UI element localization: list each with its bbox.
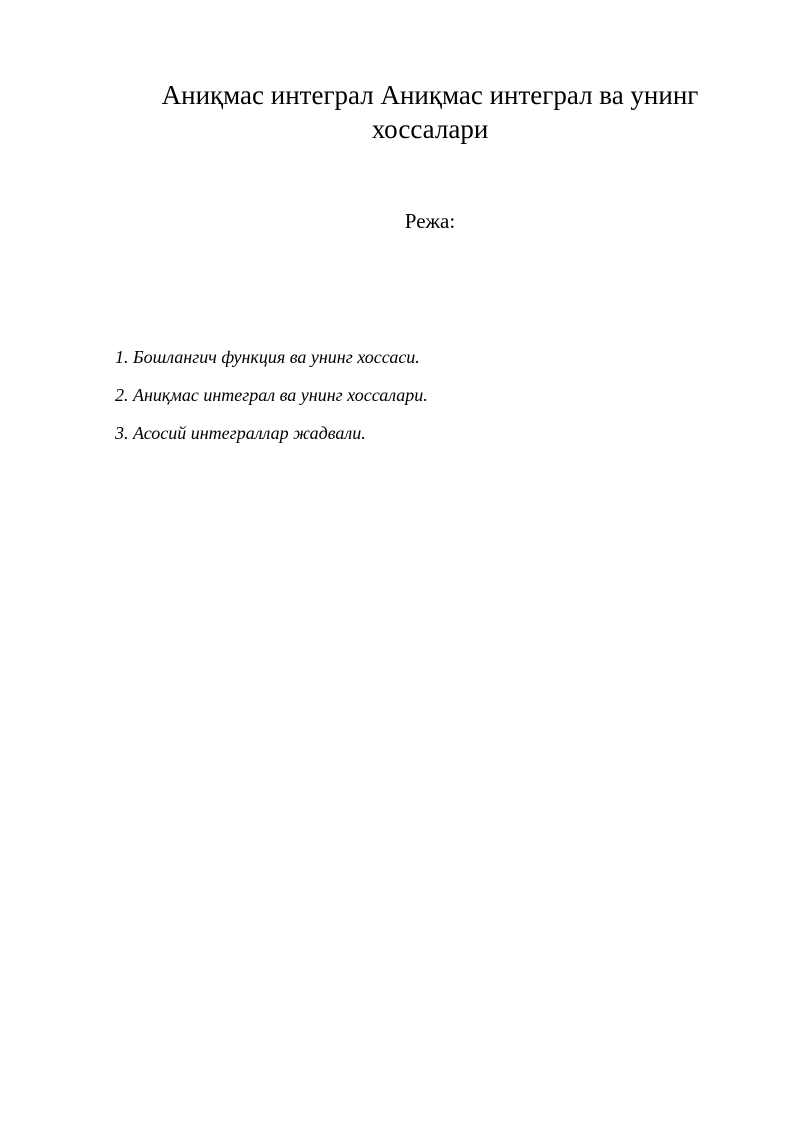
plan-item-3: 3. Асосий интеграллар жадвали. [115, 423, 366, 443]
plan-list [115, 344, 745, 458]
plan-heading: Режа: [404, 209, 456, 233]
plan-item-2: 2. Аниқмас интеграл ва унинг хоссалари. [115, 385, 428, 405]
document-title: Аниқмас интеграл Аниқмас интеграл ва унинг хоссалари [161, 80, 699, 144]
plan-item-1: 1. Бошлангич функция ва унинг хоссаси. [115, 347, 420, 367]
